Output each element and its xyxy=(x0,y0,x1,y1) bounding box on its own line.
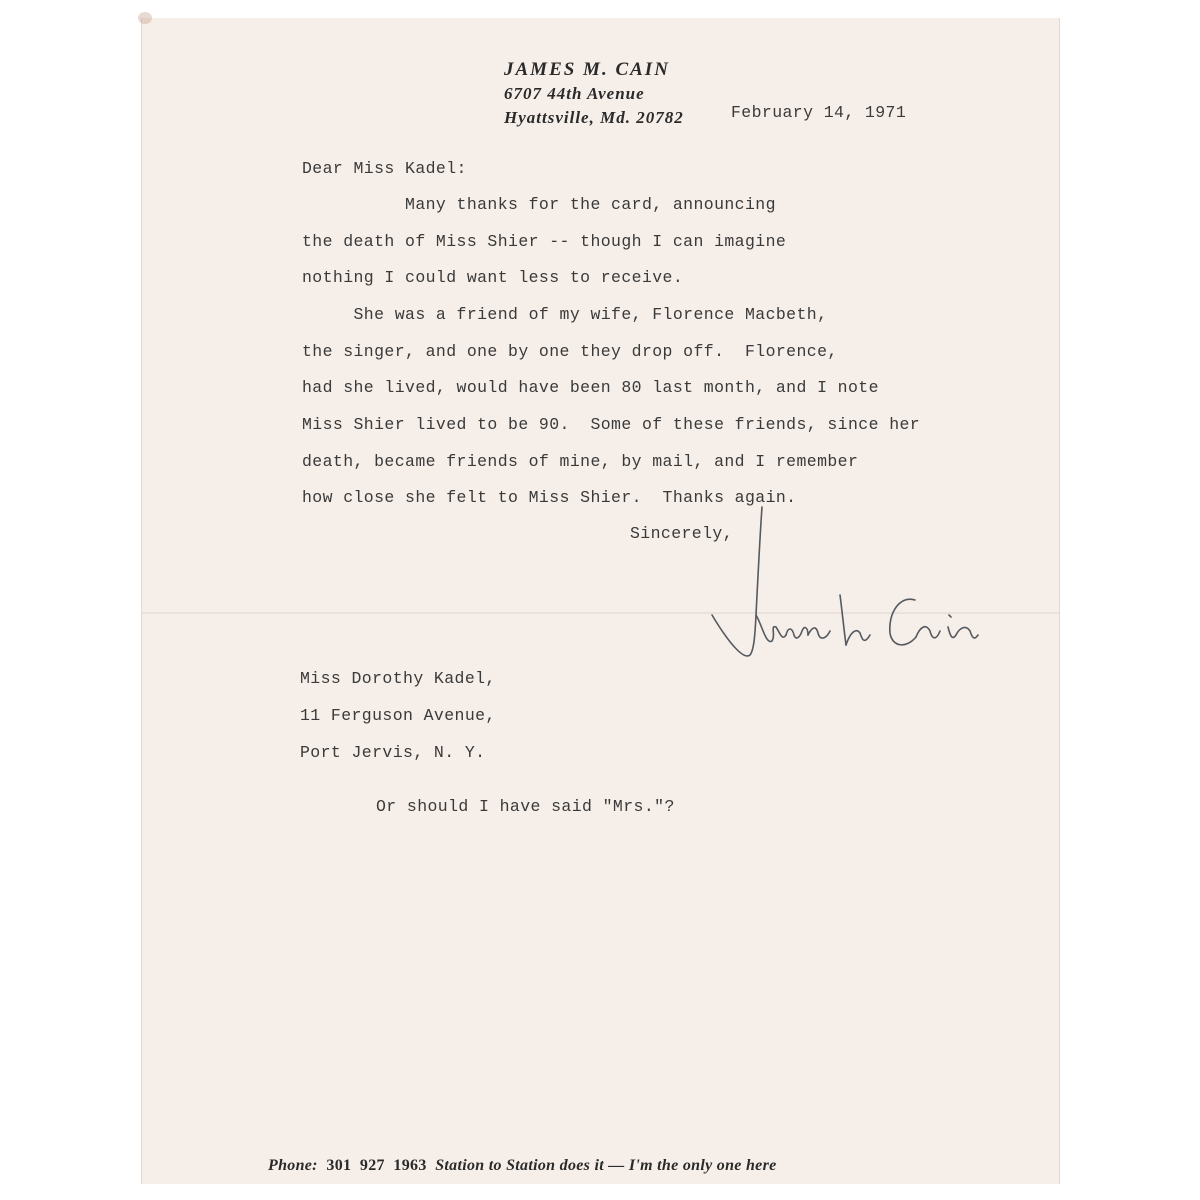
letterhead-city: Hyattsville, Md. 20782 xyxy=(504,108,684,127)
recipient-city: Port Jervis, N. Y. xyxy=(300,743,486,762)
postscript: Or should I have said "Mrs."? xyxy=(376,797,675,816)
recipient-name: Miss Dorothy Kadel, xyxy=(300,669,496,688)
body-line: nothing I could want less to receive. xyxy=(302,268,684,287)
recipient-street: 11 Ferguson Avenue, xyxy=(300,706,496,725)
body-line: how close she felt to Miss Shier. Thanks again. xyxy=(302,488,797,507)
body-line: She was a friend of my wife, Florence Macbeth, xyxy=(302,305,828,324)
letterhead-name: JAMES M. CAIN xyxy=(504,59,670,80)
salutation: Dear Miss Kadel: xyxy=(302,159,467,178)
phone-label: Phone: xyxy=(268,1157,318,1174)
body-line: the singer, and one by one they drop off. Florence, xyxy=(302,342,838,361)
body-line: Miss Shier lived to be 90. Some of these friends, since her xyxy=(302,415,921,434)
phone-number: 301 927 1963 xyxy=(326,1157,427,1174)
letterhead xyxy=(504,58,684,130)
body-line: had she lived, would have been 80 last month, and I note xyxy=(302,378,879,397)
footer xyxy=(268,1157,777,1175)
letterhead-street: 6707 44th Avenue xyxy=(504,84,645,103)
closing: Sincerely, xyxy=(630,524,734,543)
body-line: Many thanks for the card, announcing xyxy=(302,195,776,214)
handwritten-signature xyxy=(700,495,1000,695)
footer-tagline: Station to Station does it — I'm the only one here xyxy=(435,1157,777,1174)
body-line: the death of Miss Shier -- though I can imagine xyxy=(302,232,787,251)
paper-stain xyxy=(138,12,152,24)
body-line: death, became friends of mine, by mail, and I remember xyxy=(302,452,859,471)
letter-date: February 14, 1971 xyxy=(731,103,907,122)
